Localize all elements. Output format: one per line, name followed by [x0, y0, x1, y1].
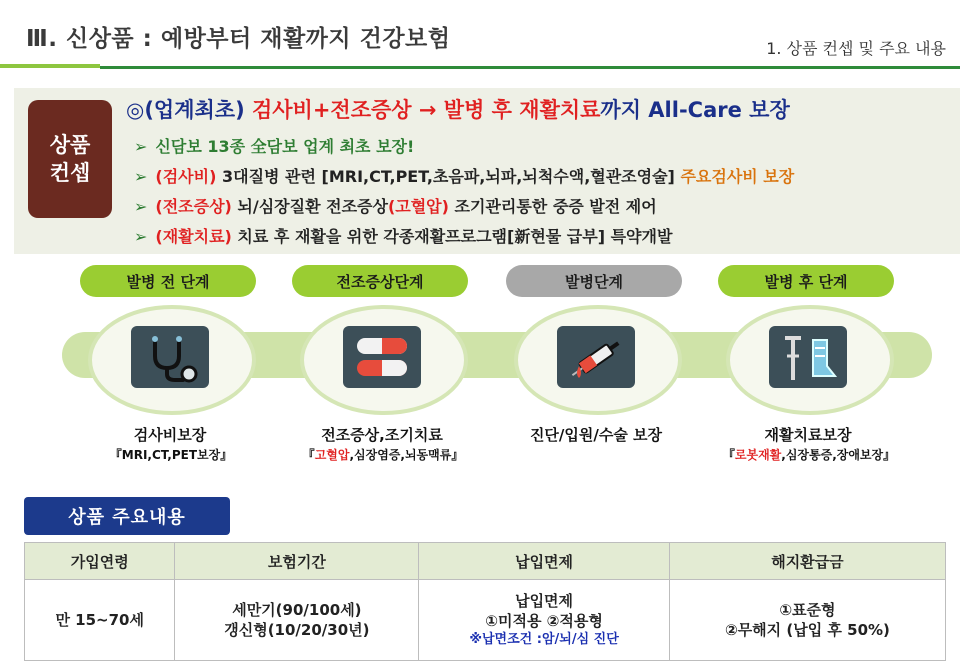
stage-pill-onset: 발병단계 — [506, 265, 682, 297]
bullet-text: 신담보 13종 全담보 업계 최초 보장! — [155, 137, 415, 156]
concept-bullet-2 — [134, 164, 794, 187]
refund-line: ①표준형 — [779, 600, 836, 619]
refund-line: ②무해지 (납입 후 50%) — [724, 621, 890, 639]
waiver-line: ①미적용 ②적용형 — [485, 612, 603, 631]
crutch-icon — [769, 326, 847, 388]
stage-subcaption — [694, 446, 924, 463]
bullet-arrow-icon: ➢ — [134, 137, 148, 156]
subcaption-text: ,심장통증,장애보장』 — [781, 448, 896, 462]
section-subtitle: 1. 상품 컨셉 및 주요 내용 — [766, 39, 946, 58]
stethoscope-icon — [131, 326, 209, 388]
stage-caption: 재활치료보장 — [764, 426, 852, 444]
header-rule — [100, 66, 960, 69]
concept-bullet-1 — [134, 134, 414, 157]
column-header: 납입면제 — [419, 543, 670, 580]
bullet-tag: (검사비) — [155, 167, 217, 186]
refund-cell — [669, 580, 945, 661]
headline-mark: ◎ — [126, 98, 145, 122]
stage-caption: 진단/입원/수술 보장 — [529, 426, 663, 444]
stage-pill-precursor: 전조증상단계 — [292, 265, 468, 297]
period-line: 세만기(90/100세) — [232, 600, 362, 619]
concept-badge — [28, 100, 112, 218]
bullet-tag: (전조증상) — [155, 197, 232, 216]
bullet-text: 3대질병 관련 [MRI,CT,PET,초음파,뇌파,뇌척수액,혈관조영술] — [216, 167, 681, 186]
concept-panel — [14, 88, 960, 254]
headline-tail: 까지 All-Care 보장 — [600, 98, 790, 122]
period-cell — [175, 580, 419, 661]
subcaption-highlight: 고혈압 — [314, 448, 350, 462]
stage-subcaption — [56, 446, 286, 463]
concept-bullet-4 — [134, 224, 672, 247]
stage-pill-pre-onset: 발병 전 단계 — [80, 265, 256, 297]
bullet-highlight: 주요검사비 보장 — [680, 167, 795, 186]
waiver-line: 납입면제 — [515, 591, 574, 610]
concept-badge-line2: 컨셉 — [49, 161, 91, 185]
bullet-arrow-icon: ➢ — [134, 197, 148, 216]
headline-first: (업계최초) — [144, 98, 245, 122]
pill-capsule-icon — [343, 326, 421, 388]
bullet-text: 뇌/심장질환 전조증상 — [231, 197, 388, 216]
stage-caption: 전조증상,조기치료 — [321, 426, 443, 444]
age-cell: 만 15~70세 — [25, 580, 175, 661]
headline-highlight: 검사비+전조증상 → 발병 후 재활치료 — [244, 98, 601, 122]
bullet-text-tail: 조기관리통한 중증 발전 제어 — [448, 197, 657, 216]
subcaption-highlight: 로봇재활 — [734, 448, 782, 462]
bullet-highlight: (고혈압) — [387, 197, 449, 216]
page-title: Ⅲ. 신상품 : 예방부터 재활까지 건강보험 — [26, 26, 451, 52]
bullet-arrow-icon: ➢ — [134, 167, 148, 186]
subcaption-bracket: 『 — [722, 448, 735, 462]
column-header: 해지환급금 — [669, 543, 945, 580]
concept-headline — [126, 94, 790, 124]
subcaption-text: 『MRI,CT,PET보장』 — [109, 448, 233, 462]
section-tab-main-details: 상품 주요내용 — [24, 497, 230, 535]
product-details-table — [24, 542, 946, 661]
column-header: 가입연령 — [25, 543, 175, 580]
stage-caption: 검사비보장 — [133, 426, 207, 444]
syringe-icon — [557, 326, 635, 388]
concept-bullet-3 — [134, 194, 657, 217]
subcaption-text: ,심장염증,뇌동맥류』 — [349, 448, 464, 462]
stage-subcaption — [268, 446, 498, 463]
bullet-tag: (재활치료) — [155, 227, 232, 246]
waiver-note: ※납면조건 :암/뇌/심 진단 — [469, 632, 619, 648]
stage-pill-post-onset: 발병 후 단계 — [718, 265, 894, 297]
subcaption-bracket: 『 — [302, 448, 315, 462]
table-row — [25, 580, 946, 661]
bullet-arrow-icon: ➢ — [134, 227, 148, 246]
waiver-cell — [419, 580, 670, 661]
concept-badge-line1: 상품 — [49, 132, 91, 157]
bullet-text: 치료 후 재활을 위한 각종재활프로그램[新현물 급부] 특약개발 — [231, 227, 673, 246]
table-header-row — [25, 543, 946, 580]
column-header: 보험기간 — [175, 543, 419, 580]
period-line: 갱신형(10/20/30년) — [224, 621, 370, 639]
header-rule-accent — [0, 64, 100, 68]
